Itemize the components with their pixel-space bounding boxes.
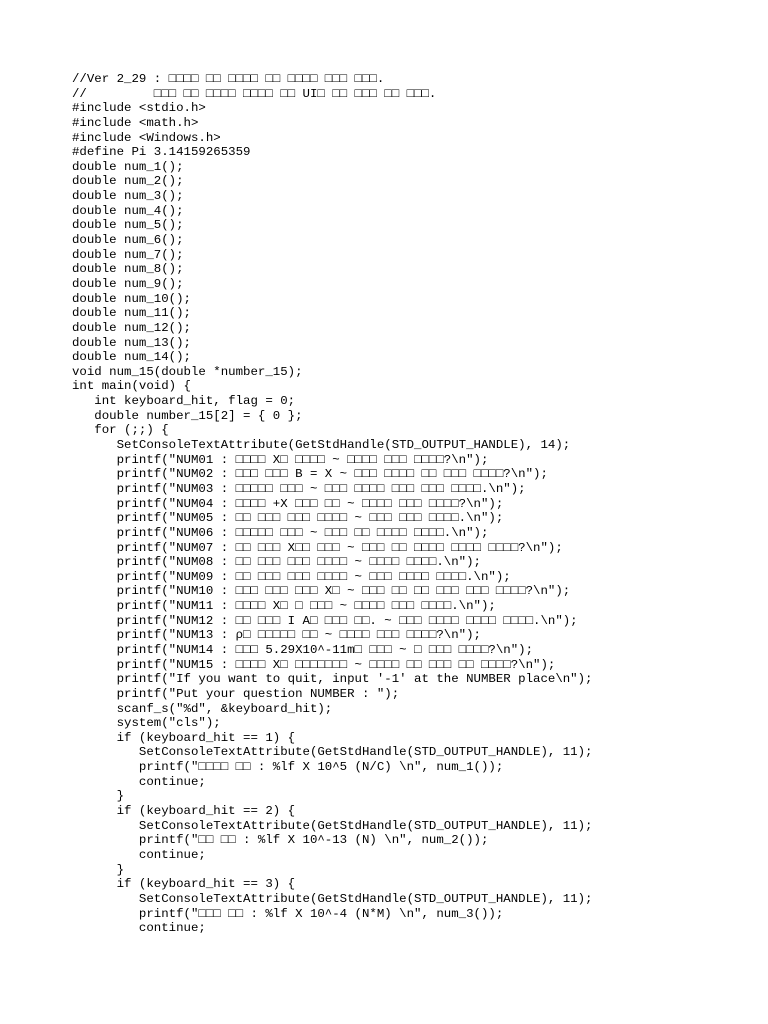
code-line: #include <stdio.h> [72,101,206,116]
source-code-listing [72,72,593,936]
code-line: printf("NUM13 : ρ□ □□□□□ □□ ~ □□□□ □□□ □□□□?\n"); [72,628,481,643]
code-line: printf("NUM03 : □□□□□ □□□ ~ □□□ □□□□ □□□ □□□ □□□□.\n"); [72,481,526,496]
code-line: printf("□□ □□ : %lf X 10^-13 (N) \n", num_2()); [72,833,489,848]
code-line: #define Pi 3.14159265359 [72,145,251,160]
code-line: SetConsoleTextAttribute(GetStdHandle(STD_OUTPUT_HANDLE), 11); [72,818,593,833]
code-line: double num_2(); [72,174,184,189]
code-line: if (keyboard_hit == 2) { [72,804,296,819]
code-line: double number_15[2] = { 0 }; [72,408,303,423]
code-line: printf("NUM01 : □□□□ X□ □□□□ ~ □□□□ □□□ □□□□?\n"); [72,452,489,467]
code-line: printf("NUM04 : □□□□ +X □□□ □□ ~ □□□□ □□□ □□□□?\n"); [72,496,504,511]
code-line: if (keyboard_hit == 1) { [72,730,296,745]
code-line: printf("NUM02 : □□□ □□□ B = X ~ □□□ □□□□ □□ □□□ □□□□?\n"); [72,467,548,482]
code-line: int main(void) { [72,379,191,394]
code-line: scanf_s("%d", &keyboard_hit); [72,701,333,716]
code-line: SetConsoleTextAttribute(GetStdHandle(STD_OUTPUT_HANDLE), 14); [72,438,571,453]
code-line: continue; [72,774,206,789]
code-line: printf("□□□ □□ : %lf X 10^-4 (N*M) \n", num_3()); [72,906,504,921]
code-line: double num_12(); [72,320,191,335]
code-line: if (keyboard_hit == 3) { [72,877,296,892]
code-line: double num_1(); [72,159,184,174]
code-line: double num_14(); [72,350,191,365]
code-line: printf("NUM06 : □□□□□ □□□ ~ □□□ □□ □□□□ □□□□.\n"); [72,525,489,540]
code-line: printf("NUM10 : □□□ □□□ □□□ X□ ~ □□□ □□ □□ □□□ □□□ □□□□?\n"); [72,584,571,599]
code-line: //Ver 2_29 : □□□□ □□ □□□□ □□ □□□□ □□□ □□□. [72,72,385,86]
code-line: int keyboard_hit, flag = 0; [72,394,296,409]
code-line: for (;;) { [72,423,169,438]
code-line: double num_10(); [72,291,191,306]
code-line: double num_8(); [72,262,184,277]
code-line: #include <math.h> [72,115,199,130]
code-line: printf("NUM14 : □□□ 5.29X10^-11m□ □□□ ~ □ □□□ □□□□?\n"); [72,642,534,657]
code-line: } [72,789,125,804]
code-line: printf("If you want to quit, input '-1' at the NUMBER place\n"); [72,672,593,687]
code-line: printf("NUM09 : □□ □□□ □□□ □□□□ ~ □□□ □□□□ □□□□.\n"); [72,569,511,584]
code-line: printf("□□□□ □□ : %lf X 10^5 (N/C) \n", num_1()); [72,760,504,775]
code-line: double num_7(); [72,247,184,262]
code-line: double num_4(); [72,203,184,218]
code-line: printf("NUM15 : □□□□ X□ □□□□□□□ ~ □□□□ □□ □□□ □□ □□□□?\n"); [72,657,556,672]
code-line: double num_11(); [72,306,191,321]
code-line: void num_15(double *number_15); [72,364,303,379]
code-line: printf("NUM07 : □□ □□□ X□□ □□□ ~ □□□ □□ □□□□ □□□□ □□□□?\n"); [72,540,563,555]
code-line: } [72,862,125,877]
code-line: double num_9(); [72,276,184,291]
code-line: printf("NUM11 : □□□□ X□ □ □□□ ~ □□□□ □□□ □□□□.\n"); [72,599,496,614]
code-line: printf("NUM08 : □□ □□□ □□□ □□□□ ~ □□□□ □□□□.\n"); [72,555,481,570]
code-line: SetConsoleTextAttribute(GetStdHandle(STD_OUTPUT_HANDLE), 11); [72,745,593,760]
code-line: #include <Windows.h> [72,130,221,145]
code-line: double num_13(); [72,335,191,350]
code-line: continue; [72,847,206,862]
code-line: printf("Put your question NUMBER : "); [72,686,400,701]
code-line: SetConsoleTextAttribute(GetStdHandle(STD_OUTPUT_HANDLE), 11); [72,891,593,906]
code-line: // □□□ □□ □□□□ □□□□ □□ UI□ □□ □□□ □□ □□□. [72,86,437,101]
code-line: double num_6(); [72,233,184,248]
code-line: double num_3(); [72,189,184,204]
code-line: printf("NUM12 : □□ □□□ I A□ □□□ □□. ~ □□□ □□□□ □□□□ □□□□.\n"); [72,613,578,628]
code-line: printf("NUM05 : □□ □□□ □□□ □□□□ ~ □□□ □□□ □□□□.\n"); [72,511,504,526]
code-line: continue; [72,921,206,936]
code-line: system("cls"); [72,716,221,731]
code-line: double num_5(); [72,218,184,233]
